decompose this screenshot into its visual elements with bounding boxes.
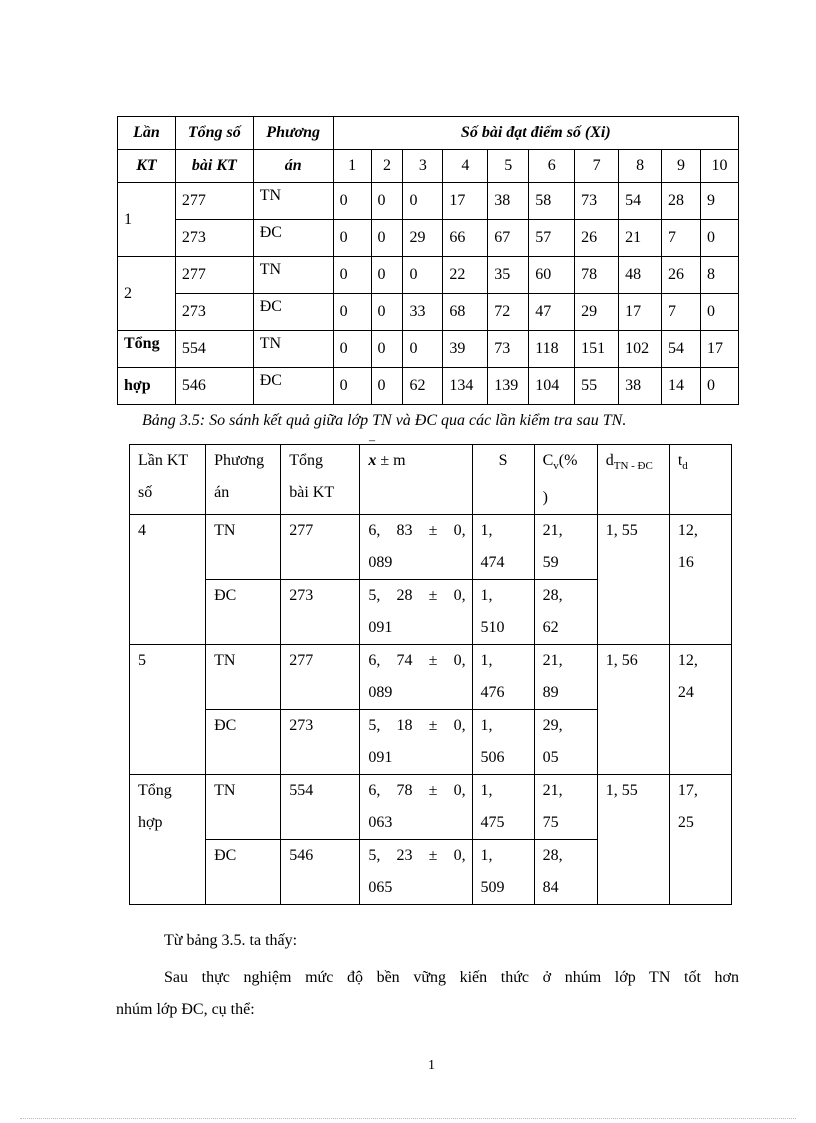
tong-cell: 277 [175,257,253,294]
phuong-an-cell: TN [206,645,281,710]
phuong-an-cell: TN [206,775,281,840]
score-count-cell: 21 [619,220,662,257]
phuong-an-cell: TN [253,257,333,294]
header-tong-so: Tổng số [175,117,253,150]
s-cell: 1, 476 [472,645,534,710]
score-count-cell: 0 [403,331,443,368]
table-row [130,515,732,580]
score-count-cell: 78 [575,257,619,294]
tong-cell: 546 [281,840,360,905]
score-count-cell: 17 [443,183,488,220]
score-count-cell: 0 [700,220,738,257]
score-count-cell: 47 [529,294,575,331]
score-count-cell: 72 [488,294,529,331]
score-count-cell: 68 [443,294,488,331]
score-count-cell: 14 [662,368,701,405]
score-header: 8 [619,150,662,183]
s-cell: 1, 474 [472,515,534,580]
score-count-cell: 7 [662,220,701,257]
phuong-an-cell: TN [253,331,333,368]
score-count-cell: 58 [529,183,575,220]
cv-cell: 28, 62 [534,580,597,645]
table-row [130,775,732,840]
score-header: 6 [529,150,575,183]
lan-cell: 4 [130,515,206,645]
score-count-cell: 39 [443,331,488,368]
paragraph-intro: Từ bảng 3.5. ta thấy: [164,932,298,949]
score-count-cell: 38 [488,183,529,220]
tong-cell: 277 [281,515,360,580]
t-cell: 17, 25 [669,775,731,905]
d-cell: 1, 55 [597,515,669,645]
score-header: 3 [403,150,443,183]
t-cell: 12, 16 [669,515,731,645]
score-count-cell: 55 [575,368,619,405]
lan-cell: 5 [130,645,206,775]
t2-header-tong: Tổng bài KT [281,445,360,515]
phuong-an-cell: ĐC [206,840,281,905]
score-header: 9 [662,150,701,183]
paragraph-line-2: nhúm lớp ĐC, cụ thể: [116,1001,255,1018]
score-header: 10 [700,150,738,183]
score-count-cell: 17 [619,294,662,331]
t2-header-mean: ‾ x ± m [360,445,472,515]
table-row [118,294,739,331]
tong-cell: 554 [175,331,253,368]
score-header: 7 [575,150,619,183]
mean-cell: 5, 28 ± 0, 091 [360,580,472,645]
score-count-cell: 38 [619,368,662,405]
score-count-cell: 0 [403,257,443,294]
score-count-cell: 7 [662,294,701,331]
cv-cell: 29, 05 [534,710,597,775]
t2-header-d: $d_{TN - ĐC}$ [597,445,669,515]
score-count-cell: 60 [529,257,575,294]
t2-header-s: S [472,445,534,515]
score-count-cell: 62 [403,368,443,405]
score-count-cell: 29 [403,220,443,257]
score-count-cell: 54 [619,183,662,220]
tong-cell: 546 [175,368,253,405]
score-count-cell: 0 [371,257,403,294]
mean-cell: 6, 78 ± 0, 063 [360,775,472,840]
cv-cell: 21, 59 [534,515,597,580]
score-count-cell: 26 [662,257,701,294]
cv-cell: 21, 89 [534,645,597,710]
score-header: 1 [333,150,371,183]
s-cell: 1, 475 [472,775,534,840]
comparison-table [129,440,732,905]
score-count-cell: 33 [403,294,443,331]
score-count-cell: 0 [403,183,443,220]
tong-cell: 554 [281,775,360,840]
page-footer-rule [20,1118,796,1119]
phuong-an-cell: ĐC [253,220,333,257]
lan-cell: 2 [118,257,176,331]
score-distribution-table [117,116,739,405]
score-count-cell: 73 [575,183,619,220]
score-header: 2 [371,150,403,183]
table-row [130,645,732,710]
tong-cell: 277 [281,645,360,710]
score-count-cell: 28 [662,183,701,220]
score-count-cell: 67 [488,220,529,257]
s-cell: 1, 510 [472,580,534,645]
table-row [118,257,739,294]
score-count-cell: 8 [700,257,738,294]
score-count-cell: 0 [371,294,403,331]
score-count-cell: 54 [662,331,701,368]
table-caption: Bảng 3.5: So sánh kết quả giữa lớp TN và ĐC qua các lần kiểm tra sau TN. [142,412,627,429]
header-lan-kt: Lần [118,117,176,150]
table-row [118,183,739,220]
score-count-cell: 26 [575,220,619,257]
score-count-cell: 0 [333,368,371,405]
t2-header-t: $t_d$ [669,445,731,515]
phuong-an-cell: ĐC [206,710,281,775]
score-count-cell: 0 [700,294,738,331]
paragraph-line-1: Sau thực nghiệm mức độ bền vững kiến thức ở nhúm lớp TN tốt hơn [164,969,739,986]
score-count-cell: 48 [619,257,662,294]
lan-cell: hợp [118,368,176,405]
header-phuong-an-2: án [253,150,333,183]
score-count-cell: 66 [443,220,488,257]
t2-header-cv: $C_v(\%$ ) [534,445,597,515]
header-lan-kt-2: KT [118,150,176,183]
tong-cell: 273 [281,710,360,775]
t-cell: 12, 24 [669,645,731,775]
score-count-cell: 73 [488,331,529,368]
score-count-cell: 0 [333,183,371,220]
score-count-cell: 35 [488,257,529,294]
phuong-an-cell: TN [253,183,333,220]
t2-header-pa: Phương án [206,445,281,515]
score-count-cell: 139 [488,368,529,405]
score-header: 5 [488,150,529,183]
score-count-cell: 22 [443,257,488,294]
score-count-cell: 102 [619,331,662,368]
mean-cell: 6, 83 ± 0, 089 [360,515,472,580]
phuong-an-cell: ĐC [206,580,281,645]
lan-cell: Tổng hợp [130,775,206,905]
score-count-cell: 0 [333,220,371,257]
score-count-cell: 134 [443,368,488,405]
phuong-an-cell: TN [206,515,281,580]
lan-cell: Tổng [118,331,176,368]
score-count-cell: 0 [371,331,403,368]
phuong-an-cell: ĐC [253,294,333,331]
paragraph-body [116,962,739,1026]
score-count-cell: 151 [575,331,619,368]
mean-cell: 5, 23 ± 0, 065 [360,840,472,905]
mean-cell: 6, 74 ± 0, 089 [360,645,472,710]
header-tong-so-2: bài KT [175,150,253,183]
d-cell: 1, 55 [597,775,669,905]
score-count-cell: 29 [575,294,619,331]
score-count-cell: 0 [371,368,403,405]
s-cell: 1, 509 [472,840,534,905]
tong-cell: 277 [175,183,253,220]
phuong-an-cell: ĐC [253,368,333,405]
score-count-cell: 0 [333,257,371,294]
table-row [118,331,739,368]
score-count-cell: 0 [371,183,403,220]
s-cell: 1, 506 [472,710,534,775]
mean-cell: 5, 18 ± 0, 091 [360,710,472,775]
score-count-cell: 17 [700,331,738,368]
score-count-cell: 0 [700,368,738,405]
page-number: 1 [428,1058,435,1073]
tong-cell: 273 [175,294,253,331]
header-phuong-an: Phương [253,117,333,150]
table-row [118,220,739,257]
cv-cell: 21, 75 [534,775,597,840]
score-count-cell: 0 [333,331,371,368]
cv-cell: 28, 84 [534,840,597,905]
score-count-cell: 104 [529,368,575,405]
score-count-cell: 9 [700,183,738,220]
score-count-cell: 57 [529,220,575,257]
header-so-bai: Số bài đạt điểm số (Xi) [333,117,738,150]
score-count-cell: 118 [529,331,575,368]
t2-header-lan: Lần KT số [130,445,206,515]
score-count-cell: 0 [333,294,371,331]
score-header: 4 [443,150,488,183]
lan-cell: 1 [118,183,176,257]
score-count-cell: 0 [371,220,403,257]
tong-cell: 273 [175,220,253,257]
d-cell: 1, 56 [597,645,669,775]
tong-cell: 273 [281,580,360,645]
table-row [118,368,739,405]
